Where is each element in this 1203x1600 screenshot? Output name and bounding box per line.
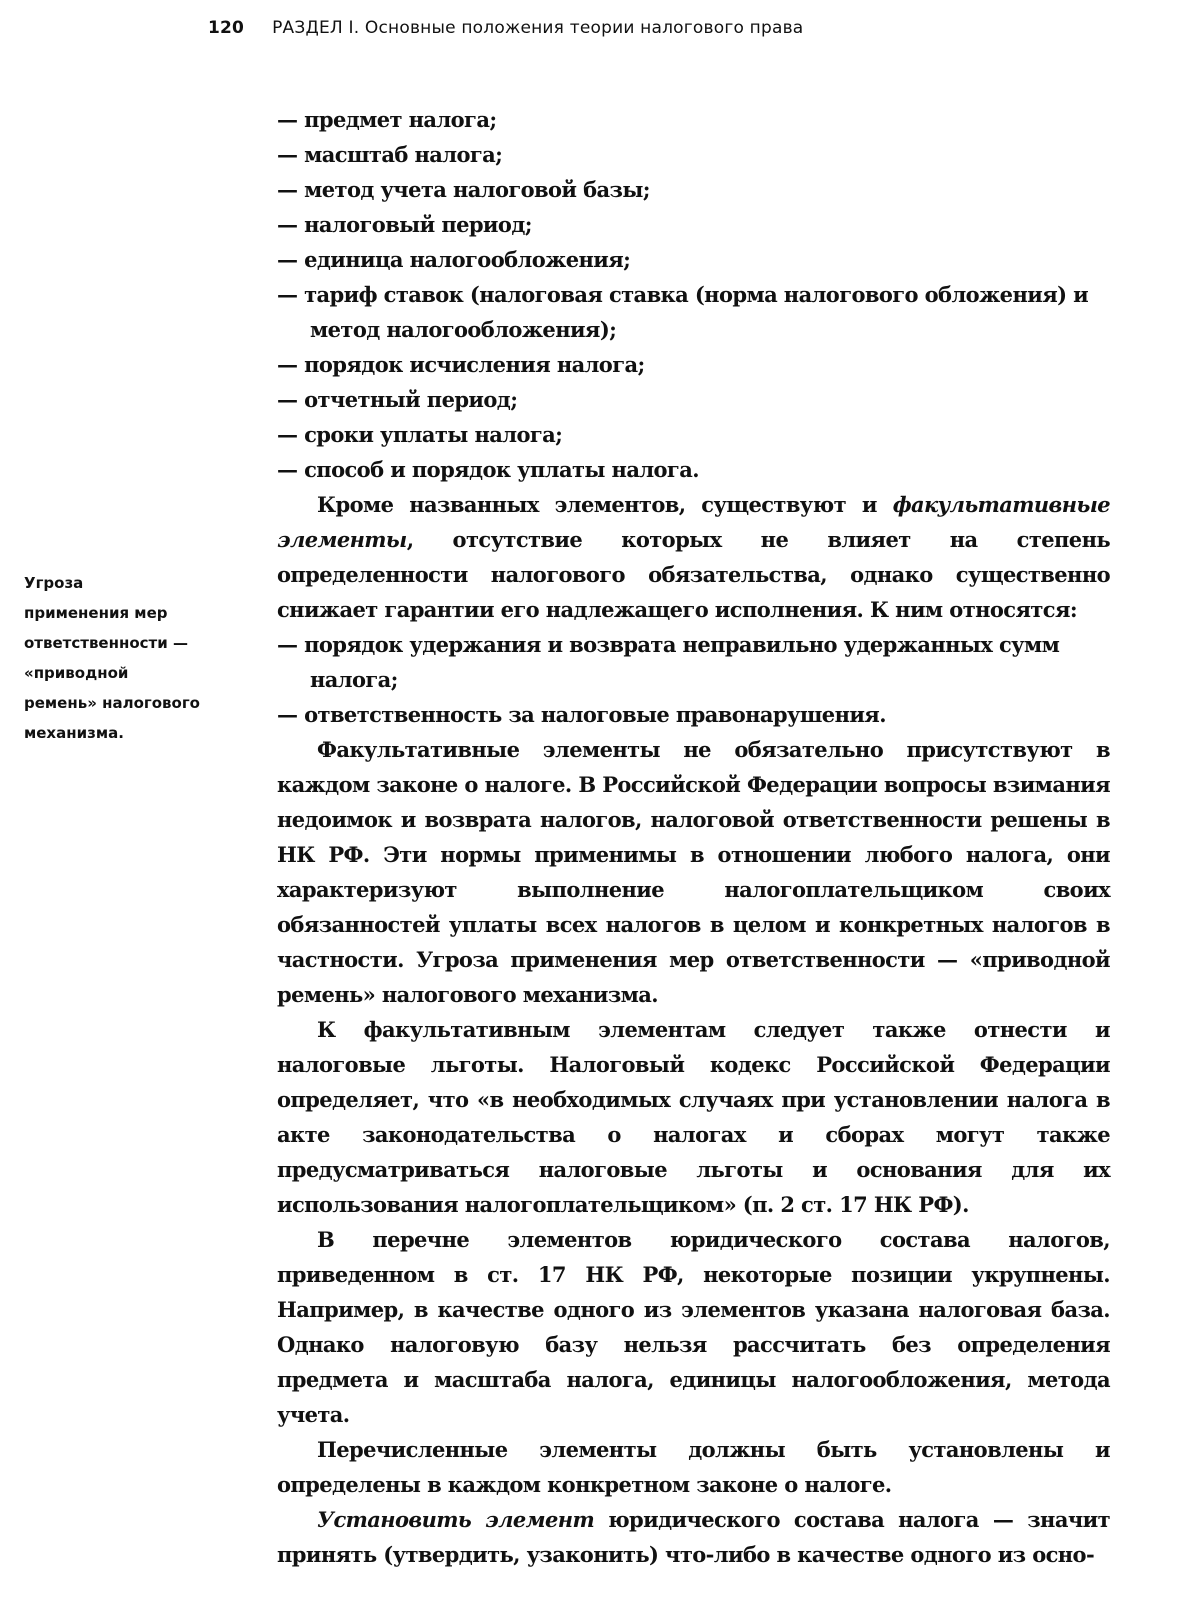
list-item: — масштаб налога; (277, 137, 1110, 172)
body-text (277, 102, 1110, 1572)
list-item: — порядок удержания и возврата неправильно удержанных сумм налога; (277, 627, 1110, 697)
margin-note-line: Угроза (24, 574, 84, 592)
margin-note-line: ответственности — (24, 634, 188, 652)
tax-elements-list (277, 102, 1110, 487)
list-item: — предмет налога; (277, 102, 1110, 137)
margin-note (24, 568, 224, 748)
margin-note-line: механизма. (24, 724, 124, 742)
list-item: — сроки уплаты налога; (277, 417, 1110, 452)
emphasis: факультативные элементы (277, 492, 1110, 552)
list-item: — метод учета налоговой базы; (277, 172, 1110, 207)
page-number: 120 (208, 18, 245, 38)
emphasis: Установить элемент (317, 1507, 595, 1532)
margin-note-line: «приводной (24, 664, 129, 682)
list-item: — порядок исчисления налога; (277, 347, 1110, 382)
running-head (208, 18, 803, 38)
margin-note-line: ремень» налогового (24, 694, 200, 712)
paragraph: К факультативным элементам следует также отнести и налоговые льготы. Налоговый кодекс Российской Федерации определяет, что «в необходимых случаях при установлении налога в акте законодательства о налогах и сборах могут также предусматриваться налоговые льготы и основания для их использования налогоплательщиком» (п. 2 ст. 17 НК РФ). (277, 1017, 1110, 1217)
paragraph: В перечне элементов юридического состава налогов, приведенном в ст. 17 НК РФ, некоторые позиции укрупнены. Например, в качестве одного из элементов указана налоговая база. Однако налоговую базу нельзя рассчитать без определения предмета и масштаба налога, единицы налогообложения, метода учета. (277, 1227, 1110, 1427)
list-item: — тариф ставок (налоговая ставка (норма налогового обложения) и метод налогообложения); (277, 277, 1110, 347)
list-item: — налоговый период; (277, 207, 1110, 242)
paragraph: Установить элемент юридического состава налога — значит принять (утвердить, узаконить) что-либо в качестве одного из осно- (277, 1507, 1110, 1567)
list-item: — отчетный период; (277, 382, 1110, 417)
list-item: — единица налогообложения; (277, 242, 1110, 277)
list-item: — ответственность за налоговые правонарушения. (277, 697, 1110, 732)
list-item: — способ и порядок уплаты налога. (277, 452, 1110, 487)
paragraph: Факультативные элементы не обязательно присутствуют в каждом законе о налоге. В Российской Федерации вопросы взимания недоимок и возврата налогов, налоговой ответственности решены в НК РФ. Эти нормы применимы в отношении любого налога, они характеризуют выполнение налогоплательщиком своих обязанностей уплаты всех налогов в целом и конкретных налогов в частности. Угроза применения мер ответственности — «приводной ремень» налогового механизма. (277, 737, 1110, 1007)
paragraph: Кроме названных элементов, существуют и факультативные элементы, отсутствие которых не влияет на степень определенности налогового обязательства, однако существенно снижает гарантии его надлежащего исполнения. К ним относятся: (277, 492, 1110, 622)
section-title: РАЗДЕЛ I. Основные положения теории налогового права (272, 18, 804, 38)
optional-elements-list (277, 627, 1110, 732)
paragraph: Перечисленные элементы должны быть установлены и определены в каждом конкретном законе о налоге. (277, 1437, 1110, 1497)
margin-note-line: применения мер (24, 604, 168, 622)
